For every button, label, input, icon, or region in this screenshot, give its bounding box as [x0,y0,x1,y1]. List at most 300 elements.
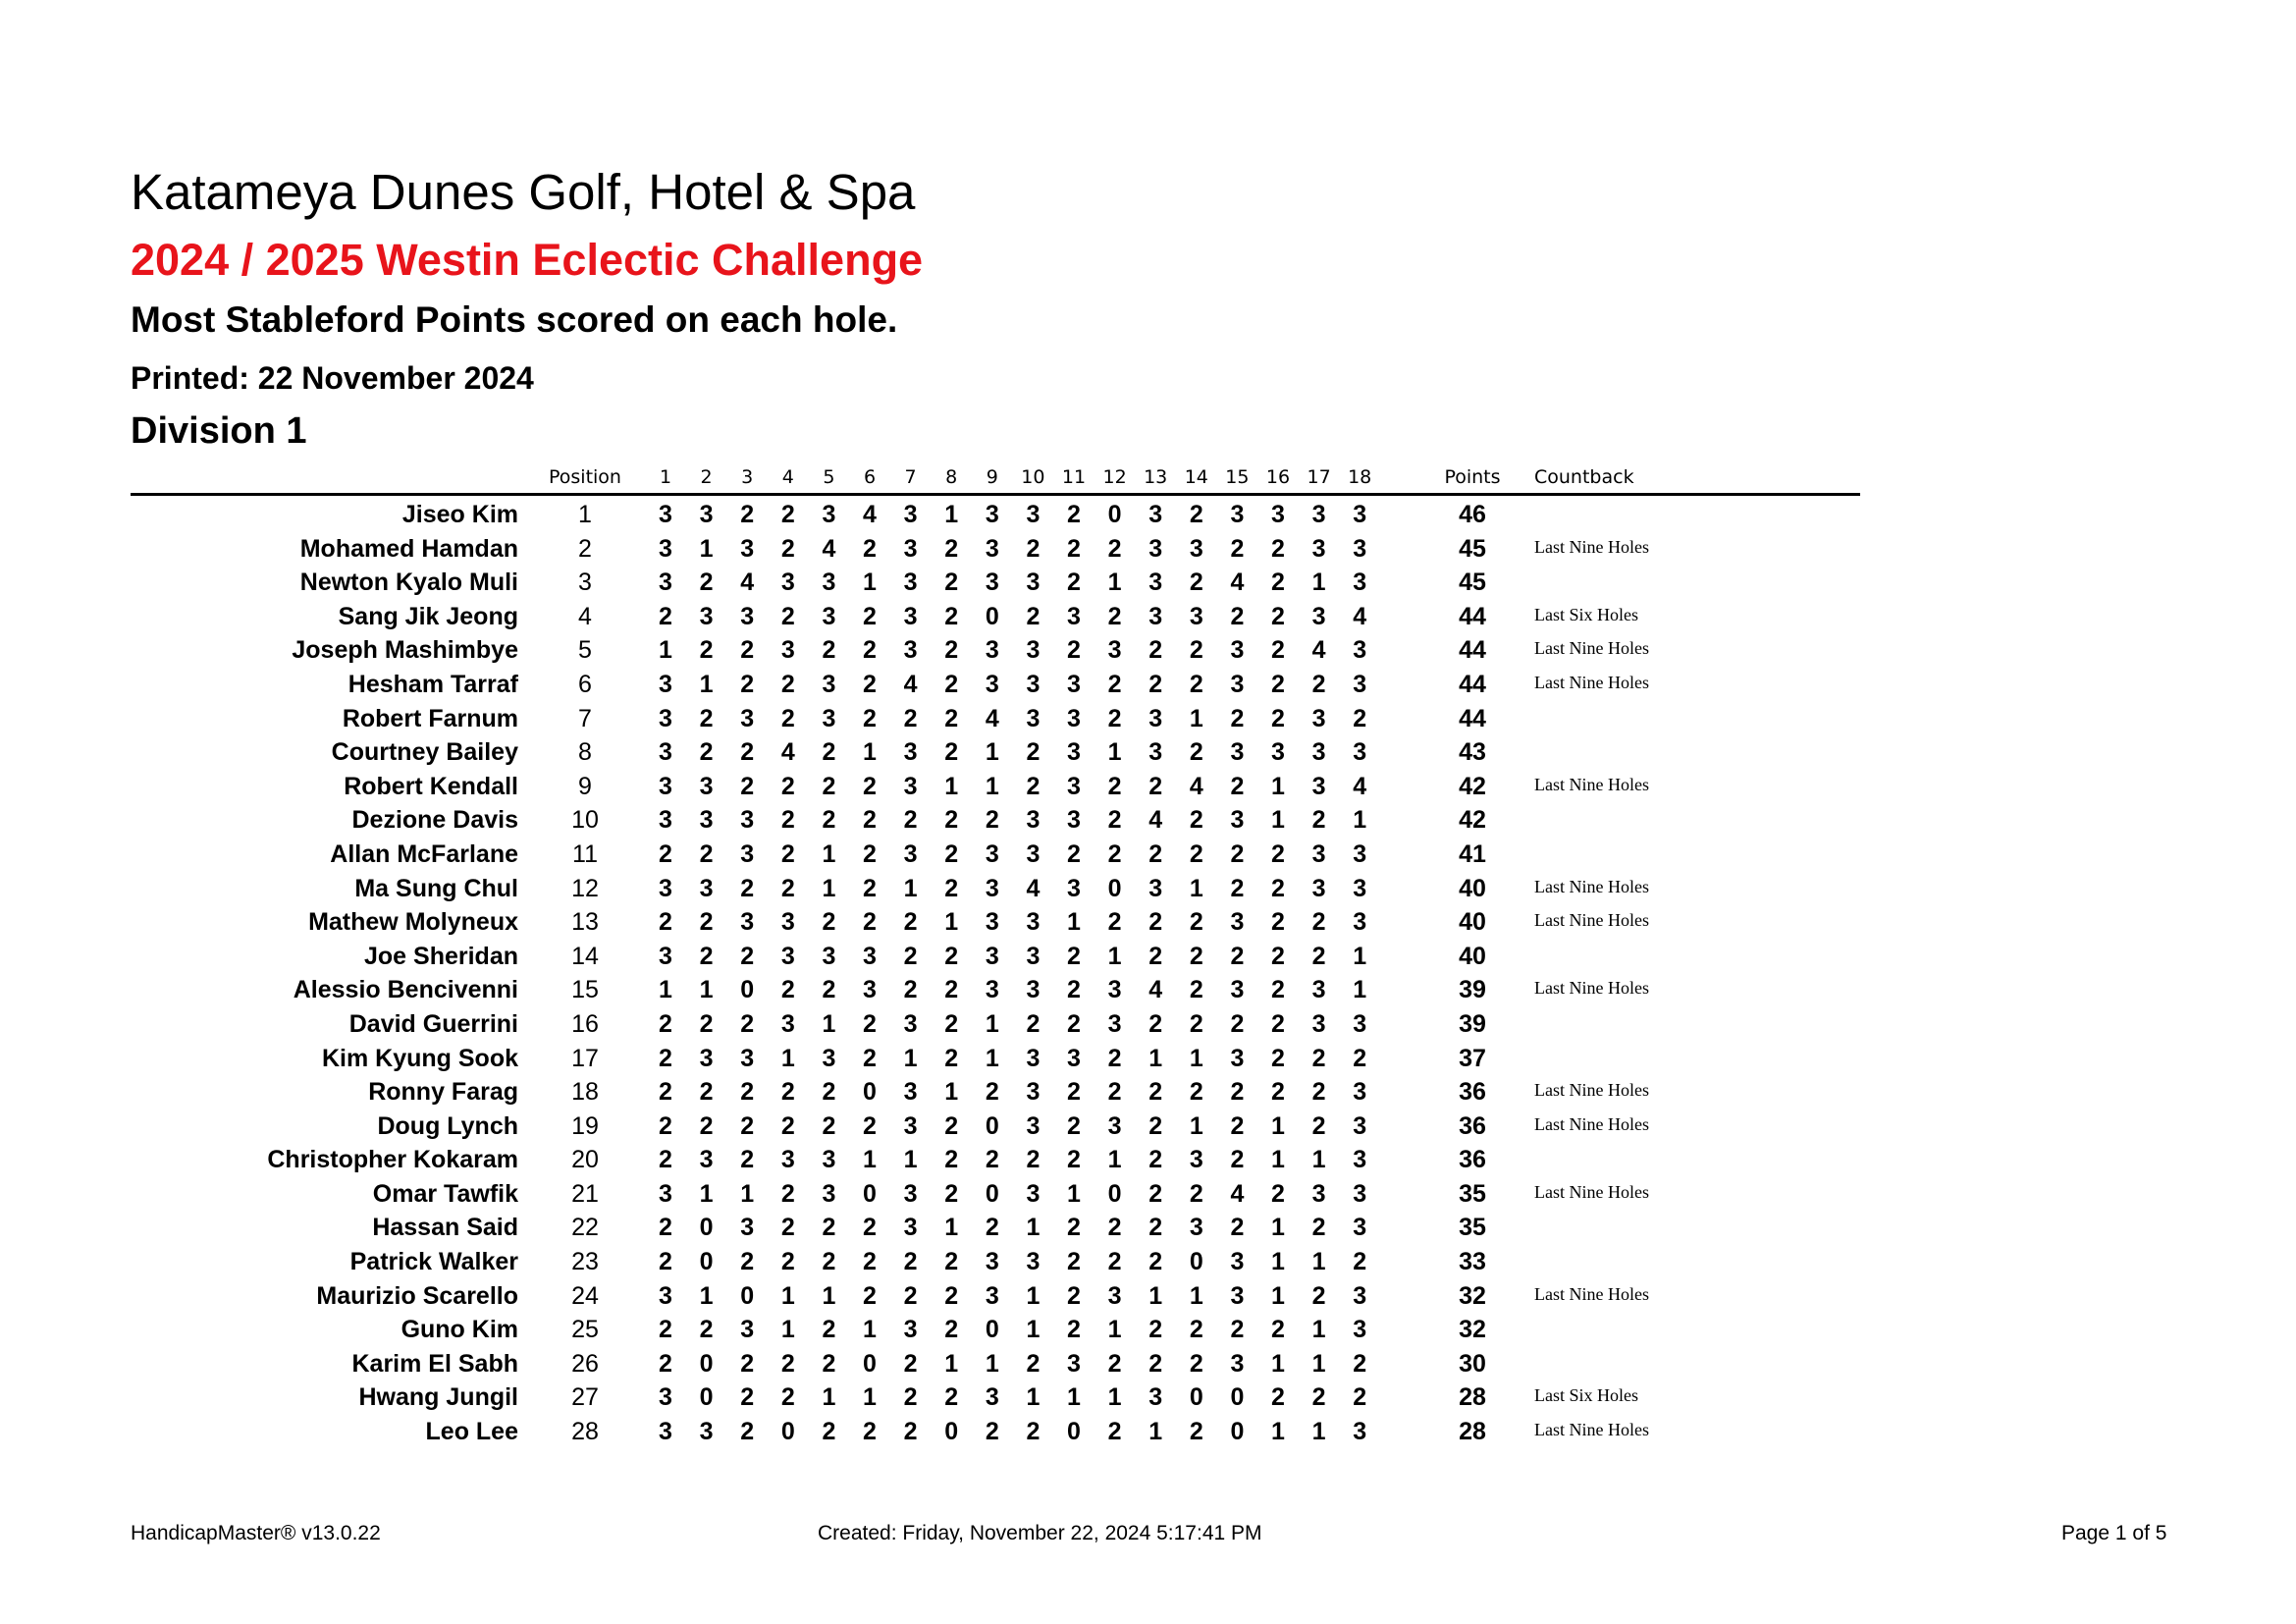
hole-score: 3 [659,874,672,902]
player-countback: Last Nine Holes [1534,1113,1649,1134]
hole-score: 3 [903,772,918,800]
hole-score: 3 [1067,1349,1081,1378]
table-row [0,1074,2296,1109]
hole-score: 4 [822,534,836,563]
hole-score: 4 [1230,568,1245,597]
hole-score: 2 [1148,772,1163,800]
table-row [0,599,2296,633]
hole-score: 3 [659,942,672,970]
hole-score: 3 [1311,839,1326,868]
hole-score: 2 [780,976,795,1004]
hole-score: 4 [1148,806,1163,835]
column-header-hole: 13 [1144,466,1168,488]
hole-score: 3 [1353,1111,1367,1140]
hole-score: 2 [659,1044,672,1072]
player-points: 42 [1459,772,1486,800]
hole-score: 2 [1107,1349,1122,1378]
hole-score: 4 [740,568,755,597]
hole-score: 2 [1353,704,1367,732]
hole-score: 3 [1189,602,1203,630]
hole-score: 4 [903,670,918,698]
hole-score: 2 [1271,534,1285,563]
hole-score: 3 [699,602,714,630]
hole-score: 2 [659,1349,672,1378]
hole-score: 3 [699,1418,714,1446]
hole-score: 2 [822,1418,836,1446]
hole-score: 2 [1107,839,1122,868]
hole-score: 2 [740,1146,755,1174]
player-position: 19 [571,1111,599,1140]
player-countback: Last Six Holes [1534,1385,1638,1406]
hole-score: 3 [1353,534,1367,563]
hole-score: 1 [863,1383,877,1412]
player-points: 39 [1459,1009,1486,1038]
hole-score: 3 [740,1214,755,1242]
hole-score: 2 [1230,534,1245,563]
table-row [0,904,2296,939]
column-header-position: Position [549,466,621,488]
hole-score: 2 [1067,501,1081,528]
hole-score: 3 [1107,976,1122,1004]
hole-score: 2 [1189,942,1203,970]
hole-score: 2 [780,1179,795,1208]
hole-score: 3 [1311,602,1326,630]
player-points: 32 [1459,1281,1486,1310]
player-name: Sang Jik Jeong [338,602,518,630]
column-header-hole: 10 [1021,466,1045,488]
hole-score: 1 [863,1316,877,1344]
hole-score: 3 [659,738,672,767]
hole-score: 2 [659,1316,672,1344]
player-name: Omar Tawfik [372,1179,518,1208]
player-name: Mohamed Hamdan [299,534,518,563]
hole-score: 1 [1148,1044,1163,1072]
player-points: 33 [1459,1248,1486,1276]
hole-score: 2 [1067,1111,1081,1140]
hole-score: 3 [1353,1078,1367,1107]
hole-score: 2 [1148,1349,1163,1378]
hole-score: 3 [1230,636,1245,665]
player-points: 36 [1459,1146,1486,1174]
hole-score: 2 [740,1349,755,1378]
hole-score: 2 [1067,1248,1081,1276]
hole-score: 3 [1353,1316,1367,1344]
player-points: 44 [1459,704,1486,732]
player-position: 16 [571,1009,599,1038]
player-name: Courtney Bailey [331,738,518,767]
hole-score: 3 [1067,1044,1081,1072]
player-name: Maurizio Scarello [316,1281,518,1310]
hole-score: 3 [780,1009,795,1038]
hole-score: 1 [1189,1044,1203,1072]
hole-score: 3 [903,1009,918,1038]
hole-score: 2 [903,908,918,937]
hole-score: 2 [944,976,959,1004]
hole-score: 3 [1271,738,1285,767]
player-position: 27 [571,1383,599,1412]
player-position: 3 [578,568,592,597]
hole-score: 2 [1271,704,1285,732]
hole-score: 0 [1107,501,1122,528]
player-countback: Last Nine Holes [1534,774,1649,794]
player-position: 21 [571,1179,599,1208]
hole-score: 1 [1189,1111,1203,1140]
hole-score: 1 [985,1044,999,1072]
player-name: Mathew Molyneux [308,908,518,937]
hole-score: 2 [1353,1044,1367,1072]
hole-score: 2 [944,1316,959,1344]
hole-score: 3 [1353,874,1367,902]
player-points: 43 [1459,738,1486,767]
hole-score: 2 [699,1078,714,1107]
hole-score: 0 [863,1179,877,1208]
hole-score: 2 [1189,976,1203,1004]
hole-score: 4 [863,501,877,528]
hole-score: 2 [780,1078,795,1107]
footer-created: Created: Friday, November 22, 2024 5:17:41 PM [818,1522,1262,1544]
hole-score: 2 [1067,1214,1081,1242]
hole-score: 1 [1353,976,1367,1004]
hole-score: 3 [903,1111,918,1140]
hole-score: 3 [1148,602,1163,630]
player-position: 18 [571,1078,599,1107]
hole-score: 2 [1189,501,1203,528]
hole-score: 3 [699,772,714,800]
hole-score: 3 [659,772,672,800]
hole-score: 2 [1230,942,1245,970]
player-points: 44 [1459,636,1486,665]
hole-score: 3 [1148,534,1163,563]
header-rule [131,493,1860,496]
hole-score: 2 [1189,1009,1203,1038]
hole-score: 3 [1067,704,1081,732]
hole-score: 2 [740,1248,755,1276]
hole-score: 2 [1148,839,1163,868]
hole-score: 3 [740,704,755,732]
hole-score: 3 [1311,738,1326,767]
hole-score: 4 [1026,874,1041,902]
player-countback: Last Nine Holes [1534,1181,1649,1202]
hole-score: 3 [1230,738,1245,767]
hole-score: 1 [1026,1214,1041,1242]
hole-score: 1 [1107,942,1122,970]
hole-score: 3 [863,976,877,1004]
hole-score: 1 [944,1214,959,1242]
player-points: 40 [1459,942,1486,970]
player-name: Allan McFarlane [330,839,518,868]
hole-score: 2 [1230,874,1245,902]
hole-score: 3 [1148,704,1163,732]
hole-score: 2 [985,806,999,835]
player-name: Patrick Walker [349,1248,518,1276]
hole-score: 3 [740,908,755,937]
player-countback: Last Six Holes [1534,604,1638,624]
hole-score: 2 [1067,1009,1081,1038]
hole-score: 1 [1271,1214,1285,1242]
hole-score: 2 [985,1078,999,1107]
hole-score: 2 [1107,772,1122,800]
hole-score: 2 [944,806,959,835]
hole-score: 3 [1026,704,1041,732]
hole-score: 0 [699,1248,714,1276]
hole-score: 0 [1107,1179,1122,1208]
hole-score: 1 [780,1281,795,1310]
hole-score: 2 [1067,1281,1081,1310]
hole-score: 2 [1148,1179,1163,1208]
hole-score: 3 [1026,636,1041,665]
hole-score: 4 [985,704,999,732]
hole-score: 1 [1067,1383,1081,1412]
hole-score: 1 [1271,772,1285,800]
hole-score: 2 [1271,670,1285,698]
hole-score: 3 [1353,1281,1367,1310]
hole-score: 2 [740,874,755,902]
hole-score: 2 [863,1111,877,1140]
hole-score: 0 [1107,874,1122,902]
player-position: 4 [578,602,592,630]
player-countback: Last Nine Holes [1534,1283,1649,1304]
hole-score: 3 [903,1179,918,1208]
player-name: Ronny Farag [368,1078,518,1107]
hole-score: 2 [944,738,959,767]
player-name: Doug Lynch [377,1111,518,1140]
hole-score: 1 [1271,1111,1285,1140]
hole-score: 2 [1107,534,1122,563]
column-header-hole: 14 [1184,466,1208,488]
hole-score: 2 [1271,908,1285,937]
hole-score: 2 [740,501,755,528]
player-name: Leo Lee [425,1418,518,1446]
hole-score: 1 [1311,1349,1326,1378]
hole-score: 2 [985,1214,999,1242]
hole-score: 1 [1107,568,1122,597]
player-points: 30 [1459,1349,1486,1378]
hole-score: 3 [822,1146,836,1174]
hole-score: 2 [740,942,755,970]
hole-score: 3 [1189,1214,1203,1242]
hole-score: 3 [903,1078,918,1107]
hole-score: 2 [1271,1179,1285,1208]
hole-score: 1 [1026,1316,1041,1344]
hole-score: 1 [822,874,836,902]
hole-score: 0 [863,1078,877,1107]
hole-score: 2 [1230,1214,1245,1242]
hole-score: 3 [1353,738,1367,767]
hole-score: 3 [822,1179,836,1208]
table-row [0,1380,2296,1414]
hole-score: 2 [1026,1009,1041,1038]
hole-score: 2 [780,501,795,528]
hole-score: 3 [1230,1248,1245,1276]
hole-score: 1 [903,874,918,902]
hole-score: 3 [1148,501,1163,528]
hole-score: 1 [822,1281,836,1310]
hole-score: 3 [1026,806,1041,835]
hole-score: 1 [1189,704,1203,732]
hole-score: 0 [1067,1418,1081,1446]
hole-score: 2 [1026,1418,1041,1446]
player-name: Hesham Tarraf [347,670,518,698]
hole-score: 2 [1271,1383,1285,1412]
hole-score: 1 [822,1009,836,1038]
hole-score: 2 [659,908,672,937]
hole-score: 0 [985,1316,999,1344]
hole-score: 3 [1148,568,1163,597]
hole-score: 2 [699,636,714,665]
hole-score: 3 [1107,1111,1122,1140]
hole-score: 2 [699,738,714,767]
competition-title: 2024 / 2025 Westin Eclectic Challenge [131,235,924,285]
hole-score: 2 [944,839,959,868]
hole-score: 1 [1026,1281,1041,1310]
hole-score: 2 [1311,942,1326,970]
hole-score: 3 [1026,839,1041,868]
hole-score: 2 [1026,534,1041,563]
hole-score: 2 [1148,1111,1163,1140]
hole-score: 2 [1230,704,1245,732]
hole-score: 2 [1311,1078,1326,1107]
hole-score: 2 [1107,670,1122,698]
player-name: Robert Kendall [344,772,518,800]
hole-score: 2 [863,772,877,800]
hole-score: 2 [903,1349,918,1378]
hole-score: 3 [659,1418,672,1446]
hole-score: 3 [1311,1009,1326,1038]
hole-score: 2 [822,772,836,800]
hole-score: 1 [1107,1383,1122,1412]
player-points: 45 [1459,568,1486,597]
hole-score: 3 [1148,1383,1163,1412]
hole-score: 2 [740,1009,755,1038]
hole-score: 1 [1026,1383,1041,1412]
hole-score: 1 [1311,1418,1326,1446]
hole-score: 2 [1148,1316,1163,1344]
hole-score: 0 [699,1349,714,1378]
hole-score: 3 [985,670,999,698]
hole-score: 1 [699,976,714,1004]
hole-score: 3 [1311,501,1326,528]
hole-score: 1 [985,772,999,800]
player-position: 5 [578,636,592,665]
hole-score: 2 [659,1214,672,1242]
hole-score: 2 [659,1009,672,1038]
hole-score: 2 [780,534,795,563]
footer-software: HandicapMaster® v13.0.22 [131,1522,381,1544]
player-countback: Last Nine Holes [1534,1080,1649,1101]
hole-score: 2 [699,942,714,970]
player-position: 13 [571,908,599,937]
hole-score: 2 [822,738,836,767]
table-row [0,531,2296,566]
hole-score: 3 [1067,874,1081,902]
hole-score: 3 [659,1281,672,1310]
player-name: Joseph Mashimbye [292,636,518,665]
player-countback: Last Nine Holes [1534,978,1649,999]
hole-score: 2 [1189,670,1203,698]
player-countback: Last Nine Holes [1534,536,1649,557]
hole-score: 1 [944,908,959,937]
hole-score: 0 [1230,1418,1245,1446]
hole-score: 1 [1311,1146,1326,1174]
hole-score: 0 [740,1281,755,1310]
hole-score: 2 [1067,1316,1081,1344]
player-position: 14 [571,942,599,970]
hole-score: 1 [1353,806,1367,835]
hole-score: 3 [1353,636,1367,665]
hole-score: 3 [1353,1179,1367,1208]
hole-score: 1 [659,636,672,665]
player-name: Robert Farnum [342,704,518,732]
hole-score: 2 [780,1248,795,1276]
player-position: 6 [578,670,592,698]
hole-score: 1 [1067,908,1081,937]
hole-score: 3 [699,874,714,902]
hole-score: 3 [1353,1418,1367,1446]
hole-score: 1 [903,1146,918,1174]
hole-score: 2 [1107,1078,1122,1107]
table-header [0,466,2296,492]
hole-score: 2 [1067,636,1081,665]
hole-score: 2 [903,1383,918,1412]
hole-score: 3 [985,908,999,937]
hole-score: 2 [863,636,877,665]
hole-score: 3 [1353,839,1367,868]
player-points: 44 [1459,670,1486,698]
column-header-points: Points [1444,466,1501,488]
hole-score: 2 [1189,839,1203,868]
hole-score: 1 [944,501,959,528]
hole-score: 3 [780,1146,795,1174]
hole-score: 2 [699,1009,714,1038]
hole-score: 2 [944,704,959,732]
hole-score: 1 [1107,1316,1122,1344]
hole-score: 2 [863,1044,877,1072]
hole-score: 3 [659,1383,672,1412]
hole-score: 3 [863,942,877,970]
hole-score: 1 [944,1349,959,1378]
hole-score: 3 [903,1316,918,1344]
hole-score: 1 [1107,1146,1122,1174]
hole-score: 2 [1148,1078,1163,1107]
hole-score: 2 [1311,1044,1326,1072]
hole-score: 1 [822,839,836,868]
hole-score: 2 [699,568,714,597]
player-points: 28 [1459,1383,1486,1412]
player-name: Christopher Kokaram [267,1146,518,1174]
hole-score: 2 [1271,942,1285,970]
hole-score: 2 [1067,568,1081,597]
hole-score: 2 [1189,1316,1203,1344]
player-position: 24 [571,1281,599,1310]
hole-score: 3 [985,1383,999,1412]
hole-score: 1 [903,1044,918,1072]
hole-score: 1 [944,1078,959,1107]
hole-score: 3 [1353,670,1367,698]
player-position: 23 [571,1248,599,1276]
hole-score: 2 [822,1111,836,1140]
hole-score: 0 [699,1383,714,1412]
hole-score: 2 [822,1214,836,1242]
hole-score: 2 [780,670,795,698]
hole-score: 2 [1189,738,1203,767]
hole-score: 3 [822,602,836,630]
hole-score: 3 [822,942,836,970]
hole-score: 2 [1107,602,1122,630]
player-position: 26 [571,1349,599,1378]
hole-score: 2 [1189,1179,1203,1208]
column-header-hole: 2 [700,466,713,488]
column-header-hole: 8 [945,466,958,488]
